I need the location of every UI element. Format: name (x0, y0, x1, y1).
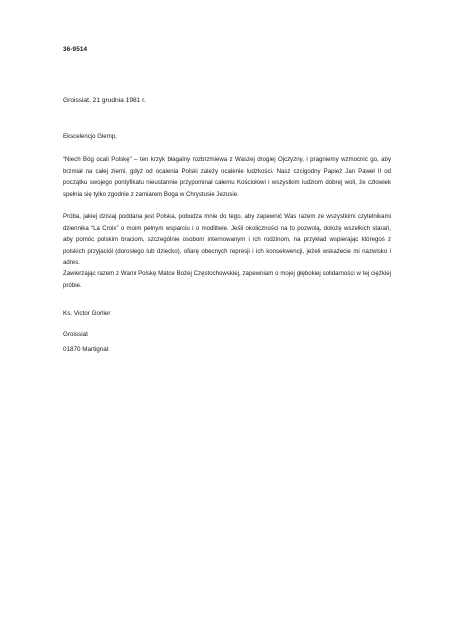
paragraph-1: “Niech Bóg ocali Polskę” – ten krzyk błagalny rozbrzmiewa z Waszej drogiej Ojczyzny, i pragniemy wzmocnić go, aby brzmiał na całej ziemi, gdyż od ocalenia Polski zależy ocalenie ludzkości. Nasz czcigodny Papież Jan Paweł II od początku swojego pontyfikatu nieustannie przypominał całemu Kościołowi i wszystkim ludziom dobrej woli, że człowiek spełnia się tylko zgodnie z zamiarem Boga w Chrystusie Jezusie. (63, 156, 391, 198)
place-and-date: Groissiat, 21 grudnia 1981 r. (63, 97, 146, 104)
paragraph-3: Zawierzając razem z Wami Polskę Matce Bożej Częstochowskiej, zapewniam o mojej głębokiej solidarności w tej ciężkiej próbie. (63, 270, 391, 289)
signature-name: Ks. Victor Gorlier (63, 310, 111, 317)
paragraph-2: Próba, jakiej dzisiaj poddana jest Polska, pobudza mnie do tego, aby zapewnić Was razem ze wszystkimi czytelnikami dziennika “La Croix” o moim pełnym wsparciu i o modlitwie. Jeśli okoliczności na to pozwolą, dołożę wszelkich starań, aby pomóc polskim braciom, szczególnie osobom internowanym i ich rodzinom, na przykład wspierając któregoś z polskich przyjaciół (dorosłego lub dziecko), ofiarę obecnych represji i ich konsekwencji, jeżeli wskażecie mi nazwisko i adres. (63, 213, 391, 267)
signature-place: Groissiat (63, 331, 88, 338)
greeting: Ekscelencjo Glemp, (63, 133, 117, 140)
signature-address: 01870 Martignat (63, 346, 109, 353)
reference-number: 36-9514 (63, 46, 88, 53)
